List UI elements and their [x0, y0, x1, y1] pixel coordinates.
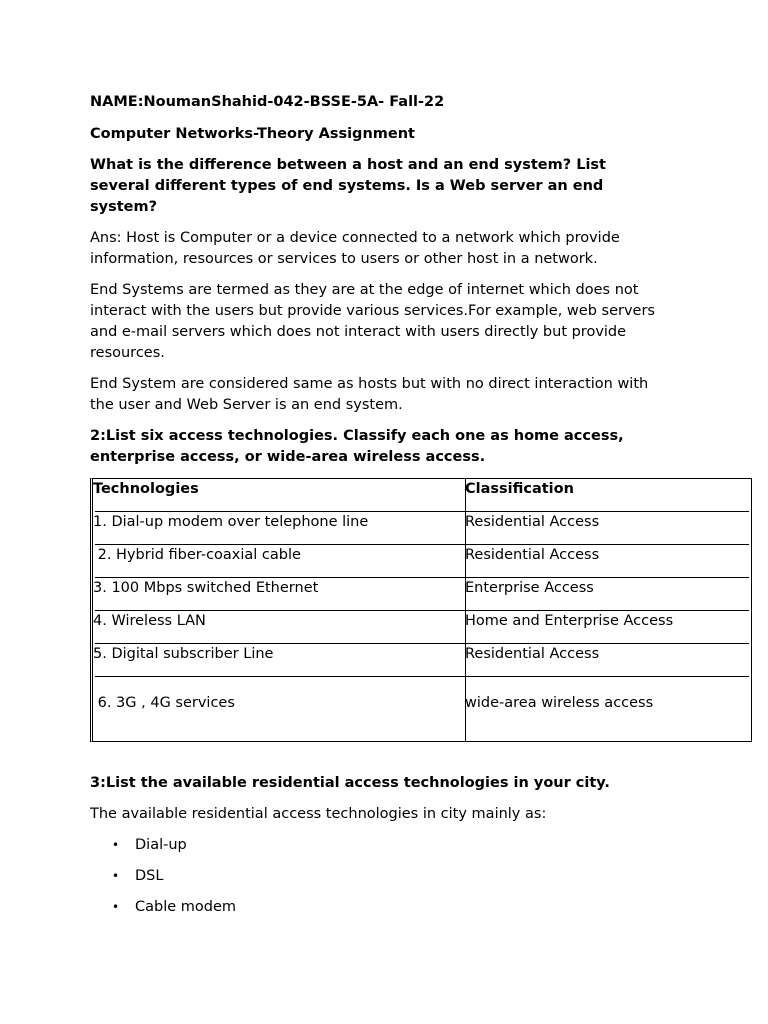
table-cell-technology: 2. Hybrid fiber-coaxial cable [93, 547, 301, 563]
bullet-icon: • [112, 869, 120, 883]
access-technologies-table [90, 478, 752, 742]
question-1 [90, 155, 690, 218]
answer-line: End Systems are termed as they are at the edge of internet which does not [90, 282, 639, 298]
bullet-icon: • [112, 900, 120, 914]
table-header-technologies: Technologies [93, 481, 199, 497]
question-2-line: enterprise access, or wide-area wireless access. [90, 449, 486, 465]
table-cell-technology: 3. 100 Mbps switched Ethernet [93, 580, 319, 596]
answer-line: Ans: Host is Computer or a device connected to a network which provide [90, 230, 620, 246]
question-1-line: system? [90, 199, 157, 215]
question-3: 3:List the available residential access technologies in your city. [90, 775, 610, 791]
list-item [90, 866, 730, 887]
table-row-divider [95, 676, 749, 677]
table-row-divider [95, 511, 749, 512]
table-header-classification: Classification [465, 481, 574, 497]
table-cell-classification: Enterprise Access [465, 580, 594, 596]
table-cell-technology: 6. 3G , 4G services [93, 695, 235, 711]
table-cell-classification: Residential Access [465, 646, 600, 662]
table-row-divider [95, 610, 749, 611]
residential-technologies-list [90, 835, 730, 918]
answer-line: information, resources or services to users or other host in a network. [90, 251, 598, 267]
question-3-intro: The available residential access technologies in city mainly as: [90, 806, 547, 822]
student-name-line: NAME:NoumanShahid-042-BSSE-5A- Fall-22 [90, 94, 445, 110]
list-item [90, 835, 730, 856]
question-3-section [90, 773, 730, 918]
course-title: Computer Networks-Theory Assignment [90, 126, 415, 142]
question-1-line: What is the difference between a host and an end system? List [90, 157, 606, 173]
table-cell-classification: Residential Access [465, 547, 600, 563]
bullet-icon: • [112, 838, 120, 852]
table-cell-classification: wide-area wireless access [465, 695, 654, 711]
answer-1-paragraph-1 [90, 228, 690, 270]
answer-1-paragraph-2 [90, 280, 690, 364]
table-row-divider [95, 643, 749, 644]
table-cell-technology: 1. Dial-up modem over telephone line [93, 514, 369, 530]
table-cell-technology: 4. Wireless LAN [93, 613, 206, 629]
list-item-label: Cable modem [135, 899, 237, 915]
table-cell-classification: Home and Enterprise Access [465, 613, 674, 629]
answer-line: End System are considered same as hosts but with no direct interaction with [90, 376, 649, 392]
answer-line: resources. [90, 345, 165, 361]
answer-line: the user and Web Server is an end system. [90, 397, 403, 413]
list-item-label: Dial-up [135, 837, 187, 853]
question-2 [90, 426, 690, 468]
table-cell-classification: Residential Access [465, 514, 600, 530]
answer-1-paragraph-3 [90, 374, 690, 416]
answer-line: and e-mail servers which does not interact with users directly but provide [90, 324, 627, 340]
table-row-divider [95, 544, 749, 545]
question-1-line: several different types of end systems. Is a Web server an end [90, 178, 604, 194]
document-body [90, 92, 690, 468]
list-item-label: DSL [135, 868, 164, 884]
table-cell-technology: 5. Digital subscriber Line [93, 646, 274, 662]
answer-line: interact with the users but provide various services.For example, web servers [90, 303, 655, 319]
table-row-divider [95, 577, 749, 578]
list-item [90, 897, 730, 918]
question-2-line: 2:List six access technologies. Classify each one as home access, [90, 428, 624, 444]
